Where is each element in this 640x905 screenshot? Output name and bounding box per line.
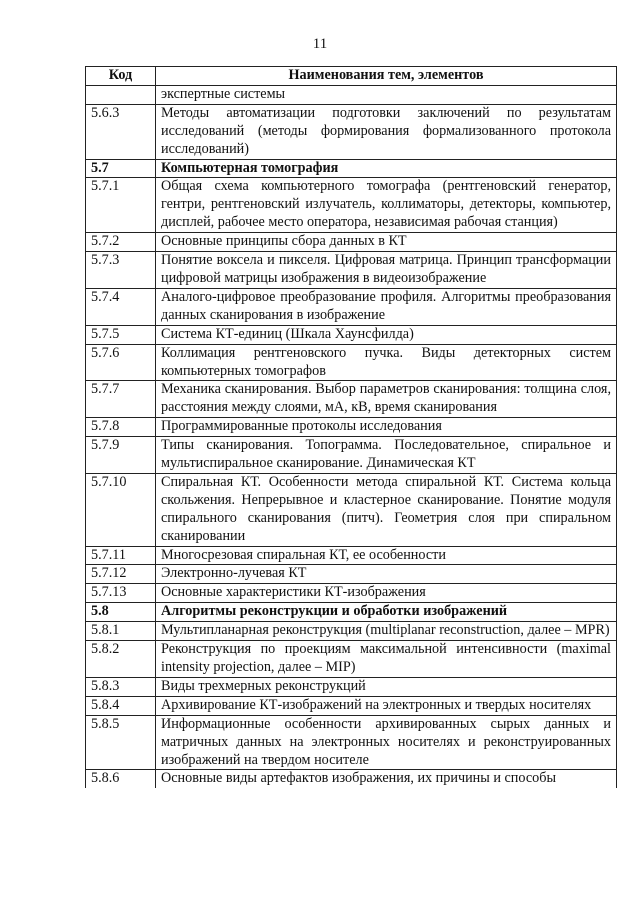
- table-row: [86, 178, 617, 233]
- row-topic: Электронно-лучевая КТ: [156, 565, 617, 584]
- row-topic: Общая схема компьютерного томографа (рентгеновский генератор, гентри, рентгеновский излучатель, коллиматоры, детекторы, компьютер, дисплей, рабочее место оператора, независимая рабочая станция): [156, 178, 617, 233]
- table-row: [86, 715, 617, 770]
- table-row: [86, 418, 617, 437]
- row-topic: Архивирование КТ-изображений на электронных и твердых носителях: [156, 696, 617, 715]
- row-topic: Аналого-цифровое преобразование профиля. Алгоритмы преобразования данных сканирования в изображение: [156, 288, 617, 325]
- header-code: Код: [86, 67, 156, 86]
- table-row: [86, 344, 617, 381]
- row-code: [86, 85, 156, 104]
- row-code: 5.7.5: [86, 325, 156, 344]
- row-topic: Основные виды артефактов изображения, их причины и способы: [156, 770, 617, 788]
- table-row: [86, 473, 617, 546]
- row-topic: Алгоритмы реконструкции и обработки изображений: [156, 603, 617, 622]
- table-row: [86, 85, 617, 104]
- section-row: [86, 603, 617, 622]
- row-topic: Методы автоматизации подготовки заключений по результатам исследований (методы формирования формализованного протокола исследований): [156, 104, 617, 159]
- row-topic: Коллимация рентгеновского пучка. Виды детекторных систем компьютерных томографов: [156, 344, 617, 381]
- row-topic: Многосрезовая спиральная КТ, ее особенности: [156, 546, 617, 565]
- table-row: [86, 622, 617, 641]
- row-topic: Типы сканирования. Топограмма. Последовательное, спиральное и мультиспиральное сканирование. Динамическая КТ: [156, 437, 617, 474]
- section-row: [86, 159, 617, 178]
- table-row: [86, 641, 617, 678]
- table-body: [86, 85, 617, 788]
- row-code: 5.8.2: [86, 641, 156, 678]
- row-code: 5.8: [86, 603, 156, 622]
- row-code: 5.7.1: [86, 178, 156, 233]
- row-topic: Основные принципы сбора данных в КТ: [156, 233, 617, 252]
- row-code: 5.6.3: [86, 104, 156, 159]
- table-row: [86, 546, 617, 565]
- row-code: 5.7.12: [86, 565, 156, 584]
- row-topic: экспертные системы: [156, 85, 617, 104]
- row-code: 5.7.8: [86, 418, 156, 437]
- row-topic: Понятие воксела и пикселя. Цифровая матрица. Принцип трансформации цифровой матрицы изображения в видеоизображение: [156, 252, 617, 289]
- row-topic: Реконструкция по проекциям максимальной интенсивности (maximal intensity projection, далее – MIP): [156, 641, 617, 678]
- row-code: 5.7: [86, 159, 156, 178]
- table-row: [86, 252, 617, 289]
- table-row: [86, 437, 617, 474]
- row-code: 5.8.4: [86, 696, 156, 715]
- row-code: 5.7.13: [86, 584, 156, 603]
- row-code: 5.7.2: [86, 233, 156, 252]
- row-code: 5.8.5: [86, 715, 156, 770]
- row-topic: Мультипланарная реконструкция (multiplanar reconstruction, далее – MPR): [156, 622, 617, 641]
- row-topic: Система КТ-единиц (Шкала Хаунсфилда): [156, 325, 617, 344]
- page-number: 11: [312, 36, 328, 52]
- row-topic: Основные характеристики КТ-изображения: [156, 584, 617, 603]
- table-header-row: [86, 67, 617, 86]
- row-code: 5.7.10: [86, 473, 156, 546]
- row-topic: Механика сканирования. Выбор параметров сканирования: толщина слоя, расстояния между слоями, мА, кВ, время сканирования: [156, 381, 617, 418]
- row-topic: Программированные протоколы исследования: [156, 418, 617, 437]
- table-row: [86, 677, 617, 696]
- table-row: [86, 770, 617, 788]
- table-row: [86, 584, 617, 603]
- table-row: [86, 325, 617, 344]
- row-code: 5.7.3: [86, 252, 156, 289]
- header-topic-name: Наименования тем, элементов: [156, 67, 617, 86]
- row-code: 5.7.7: [86, 381, 156, 418]
- table-row: [86, 104, 617, 159]
- table-row: [86, 233, 617, 252]
- row-code: 5.7.6: [86, 344, 156, 381]
- row-code: 5.7.4: [86, 288, 156, 325]
- row-code: 5.8.1: [86, 622, 156, 641]
- table-row: [86, 288, 617, 325]
- row-code: 5.7.9: [86, 437, 156, 474]
- row-topic: Информационные особенности архивированных сырых данных и матричных данных на электронных носителях и реконструированных изображений на твердом носителе: [156, 715, 617, 770]
- table-row: [86, 565, 617, 584]
- table-row: [86, 696, 617, 715]
- row-code: 5.7.11: [86, 546, 156, 565]
- row-code: 5.8.3: [86, 677, 156, 696]
- row-topic: Виды трехмерных реконструкций: [156, 677, 617, 696]
- row-topic: Спиральная КТ. Особенности метода спиральной КТ. Система кольца скольжения. Непрерывное и кластерное сканирование. Понятие модуля спирального сканирования (питч). Геометрия слоя при спиральном сканировании: [156, 473, 617, 546]
- row-topic: Компьютерная томография: [156, 159, 617, 178]
- table-row: [86, 381, 617, 418]
- row-code: 5.8.6: [86, 770, 156, 788]
- topics-table: [85, 66, 617, 788]
